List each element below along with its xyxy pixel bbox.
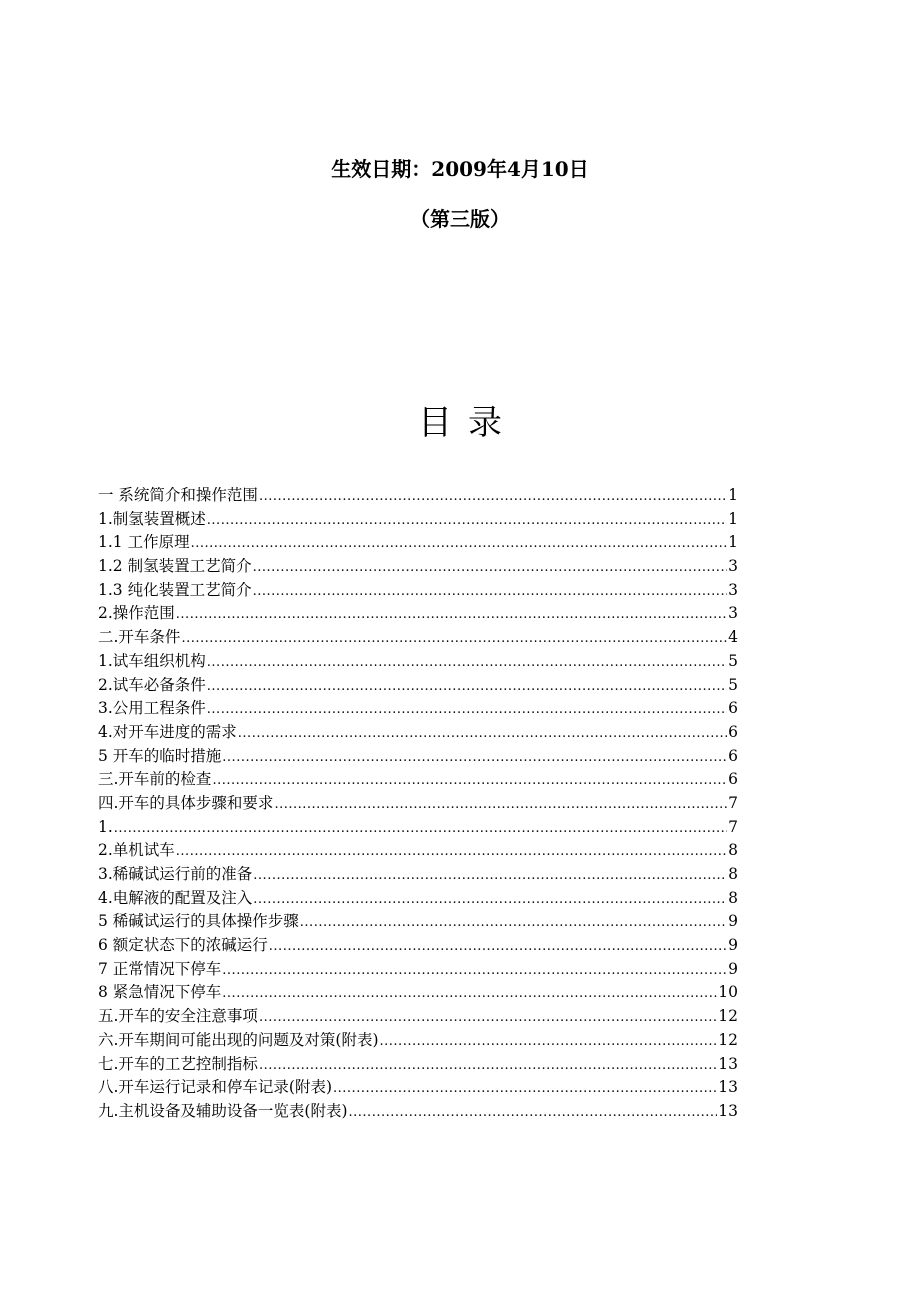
toc-entry-page: 6: [728, 722, 738, 741]
toc-entry-label: 八.开车运行记录和停车记录(附表): [98, 1078, 333, 1097]
toc-entry[interactable]: [98, 1005, 738, 1029]
toc-dot-leader: [349, 1101, 718, 1124]
toc-entry[interactable]: [98, 1076, 738, 1100]
toc-dot-leader: [222, 746, 727, 769]
toc-entry-label: 二.开车条件: [98, 628, 181, 647]
toc-entry[interactable]: [98, 934, 738, 958]
toc-entry-label: 3.稀碱试运行前的准备: [98, 865, 253, 883]
toc-entry-label: 4.电解液的配置及注入: [98, 888, 253, 907]
toc-entry-page: 7: [728, 817, 738, 836]
toc-entry-label: 6 额定状态下的浓碱运行: [98, 936, 268, 955]
toc-entry-label: 1.2 制氢装置工艺简介: [98, 557, 252, 576]
toc-entry-label: 2.试车必备条件: [98, 675, 206, 694]
toc-dot-leader: [207, 651, 727, 674]
edition-label: （第三版）: [410, 207, 510, 231]
toc-entry[interactable]: [98, 626, 738, 650]
toc-entry-label: 5 开车的临时措施: [98, 746, 222, 765]
toc-dot-leader: [207, 675, 727, 698]
toc-dot-leader: [222, 982, 717, 1005]
toc-dot-leader: [191, 532, 728, 555]
toc-entry-label: 4.对开车进度的需求: [98, 722, 237, 741]
toc-entry-label: 1.1 工作原理: [98, 533, 190, 552]
toc-entry[interactable]: [98, 484, 738, 508]
toc-dot-leader: [253, 888, 727, 911]
toc-entry-page: 5: [728, 675, 738, 694]
toc-dot-leader: [207, 698, 727, 721]
toc-entry-label: 1.制氢装置概述: [98, 509, 206, 528]
toc-entry-page: 12: [718, 1007, 738, 1026]
toc-entry-label: 3.公用工程条件: [98, 699, 206, 718]
toc-entry-label: 2.单机试车: [98, 841, 175, 860]
toc-dot-leader: [380, 1030, 718, 1053]
toc-entry[interactable]: [98, 792, 738, 816]
table-of-contents: [98, 484, 738, 1124]
toc-dot-leader: [114, 817, 727, 840]
toc-entry-page: 13: [718, 1078, 738, 1097]
toc-entry-label: 1.3 纯化装置工艺简介: [98, 580, 252, 599]
toc-entry-page: 1: [728, 509, 738, 528]
effective-date: 生效日期：2009年4月10日: [331, 157, 589, 181]
toc-entry[interactable]: [98, 1100, 738, 1124]
toc-entry[interactable]: [98, 555, 738, 579]
toc-dot-leader: [274, 793, 727, 816]
toc-entry-label: 九.主机设备及辅助设备一览表(附表): [98, 1101, 348, 1120]
toc-entry-page: 3: [728, 604, 738, 623]
toc-entry-page: 4: [728, 628, 738, 647]
toc-entry-page: 9: [728, 936, 738, 955]
toc-entry[interactable]: [98, 1029, 738, 1053]
toc-entry-page: 3: [728, 580, 738, 599]
toc-dot-leader: [259, 485, 727, 508]
toc-entry-label: 2.操作范围: [98, 604, 175, 623]
toc-entry-label: 1.: [98, 817, 113, 836]
toc-dot-leader: [176, 840, 727, 863]
toc-entry-page: 8: [728, 865, 738, 883]
toc-entry-page: 6: [728, 699, 738, 718]
toc-entry[interactable]: [98, 887, 738, 911]
toc-entry-page: 13: [718, 1054, 738, 1073]
toc-dot-leader: [176, 603, 727, 626]
toc-entry-page: 7: [728, 793, 738, 812]
toc-entry[interactable]: [98, 745, 738, 769]
toc-entry-page: 13: [718, 1101, 738, 1120]
toc-entry-label: 六.开车期间可能出现的问题及对策(附表): [98, 1030, 379, 1049]
toc-entry-page: 8: [728, 841, 738, 860]
toc-entry-label: 五.开车的安全注意事项: [98, 1007, 258, 1026]
toc-entry[interactable]: [98, 602, 738, 626]
toc-dot-leader: [222, 959, 727, 982]
toc-entry-label: 7 正常情况下停车: [98, 959, 222, 978]
toc-entry-label: 一 系统简介和操作范围: [98, 486, 258, 504]
toc-entry[interactable]: [98, 697, 738, 721]
toc-entry-label: 5 稀碱试运行的具体操作步骤: [98, 912, 299, 931]
toc-entry[interactable]: [98, 981, 738, 1005]
toc-title: 目录: [418, 403, 518, 443]
toc-entry[interactable]: [98, 650, 738, 674]
toc-dot-leader: [238, 722, 727, 745]
toc-dot-leader: [253, 556, 728, 579]
toc-entry[interactable]: [98, 508, 738, 532]
toc-entry[interactable]: [98, 531, 738, 555]
toc-dot-leader: [300, 911, 727, 934]
toc-entry-page: 5: [728, 651, 738, 670]
toc-dot-leader: [253, 864, 727, 887]
toc-entry-label: 1.试车组织机构: [98, 651, 206, 670]
toc-entry-page: 1: [728, 533, 738, 552]
toc-entry-label: 8 紧急情况下停车: [98, 983, 222, 1002]
toc-dot-leader: [181, 627, 727, 650]
toc-entry-page: 1: [728, 486, 738, 504]
toc-entry-page: 3: [728, 557, 738, 576]
toc-dot-leader: [259, 1054, 717, 1077]
toc-entry[interactable]: [98, 1053, 738, 1077]
toc-dot-leader: [259, 1006, 717, 1029]
toc-entry[interactable]: [98, 768, 738, 792]
toc-dot-leader: [212, 769, 727, 792]
toc-dot-leader: [207, 509, 727, 532]
toc-entry-label: 三.开车前的检查: [98, 770, 212, 789]
toc-entry-page: 9: [728, 912, 738, 931]
toc-entry-page: 6: [728, 746, 738, 765]
toc-entry[interactable]: [98, 721, 738, 745]
toc-entry[interactable]: [98, 910, 738, 934]
toc-entry-page: 6: [728, 770, 738, 789]
toc-dot-leader: [253, 580, 728, 603]
toc-entry-page: 12: [718, 1030, 738, 1049]
toc-entry[interactable]: [98, 674, 738, 698]
toc-entry[interactable]: [98, 958, 738, 982]
toc-entry[interactable]: [98, 839, 738, 863]
toc-entry[interactable]: [98, 816, 738, 840]
toc-dot-leader: [333, 1077, 717, 1100]
toc-entry-page: 8: [728, 888, 738, 907]
toc-entry-page: 9: [728, 959, 738, 978]
toc-dot-leader: [269, 935, 727, 958]
toc-entry[interactable]: [98, 579, 738, 603]
toc-entry-label: 七.开车的工艺控制指标: [98, 1054, 258, 1073]
toc-entry-label: 四.开车的具体步骤和要求: [98, 793, 274, 812]
toc-entry-page: 10: [718, 983, 738, 1002]
toc-entry[interactable]: [98, 863, 738, 887]
